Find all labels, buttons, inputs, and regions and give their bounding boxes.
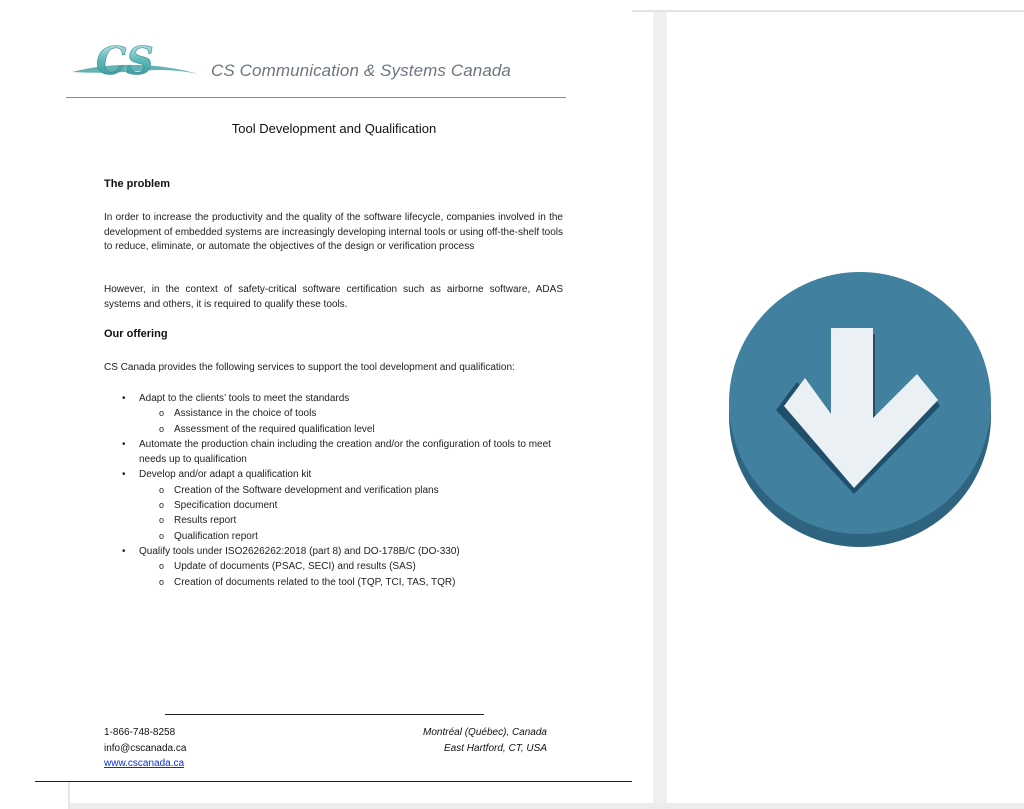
contact-info (104, 725, 186, 772)
offering-subitem (104, 529, 574, 544)
offering-subitem (104, 406, 574, 421)
offering-subitem-text: Creation of documents related to the tool (TQP, TCI, TAS, TQR) (174, 576, 456, 588)
sub-bullet-icon: o (159, 561, 165, 572)
offering-item (104, 467, 574, 482)
offering-subitem-text: Update of documents (PSAC, SECI) and results (SAS) (174, 561, 416, 573)
bullet-icon: • (122, 469, 126, 481)
location-hartford: East Hartford, CT, USA (444, 742, 547, 754)
bottom-divider (35, 781, 632, 782)
bullet-icon: • (122, 545, 126, 557)
offering-subitem-text: Qualification report (174, 530, 258, 542)
location-montreal: Montréal (Québec), Canada (423, 727, 547, 738)
offering-subitem-text: Assistance in the choice of tools (174, 408, 317, 420)
bullet-icon: • (122, 438, 126, 450)
offering-item (104, 544, 574, 559)
header-divider (66, 97, 566, 98)
cs-logo-icon (70, 38, 200, 86)
offering-item-text: Adapt to the clients’ tools to meet the standards (139, 393, 350, 404)
offering-subitem (104, 422, 574, 437)
sub-bullet-icon: o (159, 576, 165, 587)
offering-item (104, 437, 574, 468)
offering-subitem (104, 575, 574, 590)
phone-number: 1-866-748-8258 (104, 727, 176, 738)
offering-intro: CS Canada provides the following services to support the tool development and qualification: (104, 362, 515, 373)
sub-bullet-icon: o (159, 515, 165, 526)
offering-subitem-text: Creation of the Software development and verification plans (174, 484, 439, 496)
sub-bullet-icon: o (159, 530, 165, 541)
svg-text:CS: CS (96, 38, 154, 83)
sub-bullet-icon: o (159, 500, 165, 511)
sub-bullet-icon: o (159, 423, 165, 434)
sub-bullet-icon: o (159, 484, 165, 495)
footer-divider (165, 714, 484, 715)
offering-subitem (104, 483, 574, 498)
download-arrow-icon[interactable] (727, 272, 997, 552)
offering-item-text: Automate the production chain including the creation and/or the configuration of tools to meet needs up to qualification (139, 438, 551, 466)
problem-paragraph-2: However, in the context of safety-critical software certification such as airborne software, ADAS systems and others, it is required to qualify these tools. (104, 284, 563, 310)
bullet-icon: • (122, 393, 126, 404)
offering-subitem-text: Assessment of the required qualification level (174, 423, 375, 435)
offering-subitem (104, 559, 574, 574)
email-address: info@cscanada.ca (104, 742, 187, 754)
office-locations (423, 725, 547, 756)
company-name: CS Communication & Systems Canada (211, 61, 511, 80)
problem-paragraph-1: In order to increase the productivity and the quality of the software lifecycle, companies involved in the development of embedded systems are increasingly developing internal tools or using off-the-shelf tools to reduce, eliminate, or automate the objectives of the design or verification process (104, 212, 563, 252)
offering-heading: Our offering (104, 328, 168, 340)
offering-item-text: Develop and/or adapt a qualification kit (139, 469, 312, 481)
offering-subitem-text: Results report (174, 515, 237, 527)
offering-subitem-text: Specification document (174, 500, 278, 512)
page-frame-top (632, 10, 1024, 12)
offering-item (104, 391, 574, 406)
problem-heading: The problem (104, 178, 171, 190)
sub-bullet-icon: o (159, 408, 165, 419)
offering-subitem (104, 513, 574, 528)
document-title: Tool Development and Qualification (231, 121, 437, 136)
offering-item-text: Qualify tools under ISO2626262:2018 (part 8) and DO-178B/C (DO-330) (139, 545, 460, 557)
offering-list (104, 391, 574, 590)
page-frame-shadow (653, 12, 667, 809)
website-link[interactable]: www.cscanada.ca (104, 758, 185, 769)
offering-subitem (104, 498, 574, 513)
